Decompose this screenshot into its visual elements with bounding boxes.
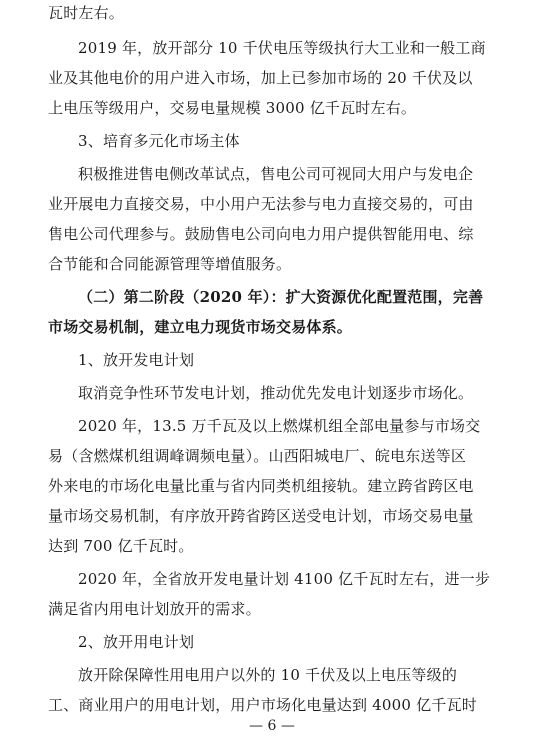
paragraph-consumption-line-2: 工、商业用户的用电计划，用户市场化电量达到 4000 亿千瓦时 bbox=[48, 696, 477, 714]
section-heading-1: 1、放开发电计划 bbox=[78, 351, 195, 369]
paragraph-retail-line-2: 业开展电力直接交易，中小用户无法参与电力直接交易的，可由 bbox=[48, 195, 474, 213]
paragraph-2020-line-3: 外来电的市场化电量比重与省内同类机组接轨。建立跨省跨区电 bbox=[48, 477, 474, 495]
paragraph-retail-line-4: 合节能和合同能源管理等增值服务。 bbox=[48, 255, 292, 273]
section-heading-2: 2、放开用电计划 bbox=[78, 633, 195, 651]
paragraph-province-line-1: 2020 年，全省放开发电量计划 4100 亿千瓦时左右，进一步 bbox=[78, 570, 491, 588]
paragraph-retail-line-3: 售电公司代理参与。鼓励售电公司向电力用户提供智能用电、综 bbox=[48, 225, 474, 243]
paragraph-2020-line-1: 2020 年，13.5 万千瓦及以上燃煤机组全部电量参与市场交 bbox=[78, 417, 481, 435]
paragraph-generation-plan: 取消竞争性环节发电计划，推动优先发电计划逐步市场化。 bbox=[78, 384, 474, 402]
paragraph-continuation-line: 瓦时左右。 bbox=[48, 4, 125, 22]
paragraph-2019-line-2: 业及其他电价的用户进入市场，加上已参加市场的 20 千伏及以 bbox=[48, 69, 473, 87]
stage-two-heading-line-2: 市场交易机制，建立电力现货市场交易体系。 bbox=[48, 318, 353, 336]
stage-two-heading-line-1: （二）第二阶段（2020 年）：扩大资源优化配置范围，完善 bbox=[78, 288, 484, 306]
paragraph-consumption-line-1: 放开除保障性用电用户以外的 10 千伏及以上电压等级的 bbox=[78, 666, 458, 684]
paragraph-2020-line-2: 易（含燃煤机组调峰调频电量）。山西阳城电厂、皖电东送等区 bbox=[48, 447, 467, 465]
paragraph-2020-line-5: 达到 700 亿千瓦时。 bbox=[48, 537, 194, 555]
paragraph-2020-line-4: 量市场交易机制，有序放开跨省跨区送受电计划，市场交易电量 bbox=[48, 507, 474, 525]
page-number: — 6 — bbox=[249, 718, 295, 734]
paragraph-retail-line-1: 积极推进售电侧改革试点，售电公司可视同大用户与发电企 bbox=[78, 165, 474, 183]
paragraph-province-line-2: 满足省内用电计划放开的需求。 bbox=[48, 600, 261, 618]
paragraph-2019-line-3: 上电压等级用户，交易电量规模 3000 亿千瓦时左右。 bbox=[48, 99, 417, 117]
paragraph-2019-line-1: 2019 年，放开部分 10 千伏电压等级执行大工业和一般工商 bbox=[78, 39, 486, 57]
section-heading-3: 3、培育多元化市场主体 bbox=[78, 132, 240, 150]
